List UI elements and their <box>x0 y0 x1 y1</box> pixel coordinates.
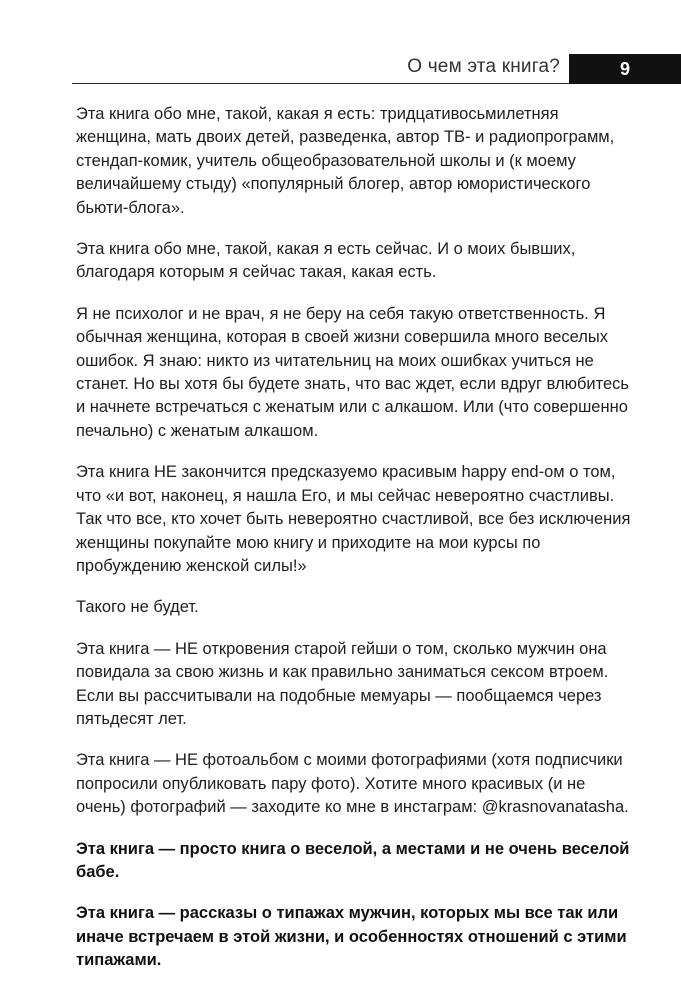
paragraph-4: Эта книга НЕ закончится предсказуемо красивым happy end-ом о том, что «и вот, наконец, я нашла Его, и мы сейчас невероятно счастливы. Так что все, кто хочет быть невероятно счастливой, все без исключения женщины покупайте мою книгу и приходите на мои курсы по пробуждению женской силы!» <box>76 463 631 575</box>
paragraph-1: Эта книга обо мне, такой, какая я есть: тридцативосьмилетняя женщина, мать двоих детей, разведенка, автор ТВ- и радиопрограмм, стендап-комик, учитель общеобразовательной школы и (к моему величайшему стыду) «популярный блогер, автор юмористического бьюти-блога». <box>76 105 615 217</box>
paragraph-5: Такого не будет. <box>76 598 199 617</box>
paragraph-8-bold: Эта книга — просто книга о веселой, а местами и не очень веселой бабе. <box>76 839 630 881</box>
paragraph-7: Эта книга — НЕ фотоальбом с моими фотографиями (хотя подписчики попросили опубликовать пару фото). Хотите много красивых (и не очень) фотографий — заходите ко мне в инстаграм: @krasnovanatasha. <box>76 751 629 817</box>
paragraph-9-bold: Эта книга — рассказы о типажах мужчин, которых мы все так или иначе встречаем в этой жизни, и особенностях отношений с этими типажами. <box>76 904 627 970</box>
page-number: 9 <box>569 54 681 84</box>
chapter-title: О чем эта книга? <box>407 56 560 77</box>
page-body <box>76 103 636 991</box>
paragraph-3: Я не психолог и не врач, я не беру на себя такую ответственность. Я обычная женщина, которая в своей жизни совершила много веселых ошибок. Я знаю: никто из читательниц на моих ошибках учиться не станет. Но вы хотя бы будете знать, что вас ждет, если вдруг влюбитесь и начнете встречаться с женатым или с алкашом. Или (что совершенно печально) с женатым алкашом. <box>76 304 630 440</box>
paragraph-6: Эта книга — НЕ откровения старой гейши о том, сколько мужчин она повидала за свою жизнь и как правильно заниматься сексом втроем. Если вы рассчитывали на подобные мемуары — пообщаемся через пятьдесят лет. <box>76 639 609 728</box>
paragraph-2: Эта книга обо мне, такой, какая я есть сейчас. И о моих бывших, благодаря которым я сейчас такая, какая есть. <box>76 240 576 282</box>
running-header <box>0 54 681 84</box>
